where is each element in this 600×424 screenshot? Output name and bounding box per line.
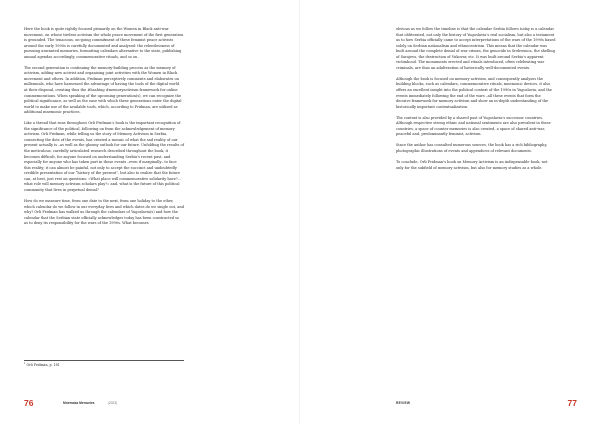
paragraph: Although the book is focused on memory activism, and consequently analyses the building blocks, such as calendars, commemorative rituals, mnemonic devices, it also offers an excellent insight into the political context of the 1990s in Yugoslavia, and the events immediately following the end of the wars –all these events that form the decisive framework for memory activism and show an in-depth understanding of the historically important contextualization. bbox=[396, 76, 552, 109]
paragraph: Since the author has consulted numerous sources, the book has a rich bibliography, photographic illustrations of events and appendices of relevant documents. bbox=[396, 143, 548, 154]
footnote-rule bbox=[24, 360, 184, 361]
page-number: 76 bbox=[24, 398, 34, 408]
running-title: Mnemoka Memories bbox=[63, 401, 95, 405]
running-issue: |2023| bbox=[108, 401, 118, 405]
page-number: 77 bbox=[567, 398, 577, 408]
right-text-column bbox=[396, 27, 556, 171]
left-text-column bbox=[24, 27, 184, 227]
footnote-mark: 1 bbox=[24, 361, 26, 365]
paragraph: The context is also provided by a shared past of Yugoslavia’s successor countries. Although respective strong ethnic and national sentiments are also prevalent in these countries, a space of counter memories is also created, a space of shared anti-war, peaceful and, predominantly feminist, activism. bbox=[396, 115, 551, 137]
right-page bbox=[300, 0, 600, 424]
paragraph: Here the book is quite rightly focused primarily on the Women in Black anti-war movement, on whose tireless activism the whole peace movement of the first generation is grounded. The tenacious, on-going commitment of these feminist peace activists around the early 1990s is carefully documented and analysed: the relentlessness of pursuing unwanted memories, formatting calendars alternative to the state, publishing annual agendas accordingly, commemorative rituals, and so on. bbox=[24, 27, 184, 59]
footnote bbox=[24, 363, 60, 368]
footnote-text: Orli Fridman, p. 181 bbox=[26, 363, 60, 367]
paragraph: How do we measure time, from one date to the next, from one holiday to the other, which calendar do we follow in our everyday lives and which dates do we single out, and why? Orli Fridman has walked us through the calendars of Yugoslavia(s) and how the calendar that the Serbian state officially acknowledges today has been constructed so as to deny its responsibility for the wars of the 1990s. What becomes bbox=[24, 198, 184, 226]
section-label: REVIEW bbox=[396, 401, 411, 405]
paragraph: Like a thread that runs throughout Orli Fridman’s book is the important recognition of the significance of the political, following on from the acknowledgement of memory activism. Orli Fridman, while telling us the story of Memory Activism in Serbia, connecting the dots of the events, has created a mosaic of what the sad reality of our present actually is –as well as the gloomy outlook for our future. Unfolding the results of the meticulous, carefully articulated research described throughout the book, it becomes difficult, for anyone focused on understanding Serbia’s recent past, and especially for anyone who has taken part in these events –even if marginally– to face this reality; it can almost be painful, not only to accept the succinct and undoubtedly credible presentation of our “history of the present”, but also to realise that the future can, at best, just rest on questions: «What place will commemorative solidarity have?… what role will memory activism scholars play?» and, what is the future of this political community that lives in perpetual denial? bbox=[24, 121, 184, 192]
paragraph: obvious as we follow the timeline is that the calendar Serbia follows today is a calendar that obliterated, not only the history of Yugoslavia’s real socialism, but also a testament as to how Serbia officially came to accept interpretations of the wars of the 1990s based solely on Serbian nationalism and ethnocentrism. This means that the calendar was built around the complete denial of war crimes, the genocide in Srebrenica, the shelling of Sarajevo, the destruction of Vukovar, etc. It was built around Serbia’s apparent victimhood. The monuments erected and rituals introduced, often celebrating war criminals, are thus an adulteration of historically well-documented events. bbox=[396, 27, 556, 70]
paragraph: The second generation is continuing the memory-building process as the memory of activism, adding new activist and organising joint activities with the Women in Black movement and others. In addition, Fridman perceptively comments and elaborates on millennials, who have harnessed the advantage of having the tools of the digital world at their disposal, creating thus the #hashtag #memoryactivism framework for online commemorations. When speaking of the upcoming generation(s), we can recognize the political significance, as well as the ease with which these generations enter the digital world to make use of the available tools, which, according to Fridman, are utilised as additional mnemonic practices. bbox=[24, 65, 182, 115]
paragraph: To conclude, Orli Fridman’s book on Memory Activism is an indispensable book, not only for the subfield of memory activism, but also for memory studies as a whole. bbox=[396, 160, 548, 170]
